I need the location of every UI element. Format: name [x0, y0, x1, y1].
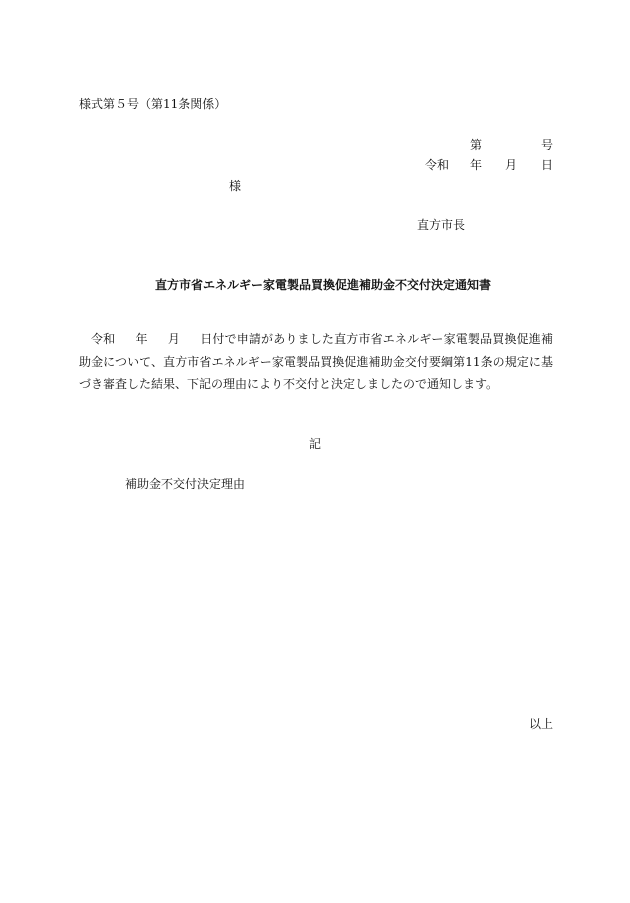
document-number-dai: 第 [470, 138, 483, 152]
date-era: 令和 [425, 158, 450, 172]
body-era: 令和 [91, 332, 116, 346]
date-month: 月 [505, 158, 518, 172]
sender-name: 直方市長 [417, 218, 466, 232]
body-month: 月 [167, 332, 181, 346]
recipient-sama: 様 [229, 179, 242, 193]
document-title: 直方市省エネルギー家電製品買換促進補助金不交付決定通知書 [155, 278, 492, 292]
ki-heading: 記 [309, 437, 322, 451]
form-number-label: 様式第５号（第11条関係） [79, 97, 227, 111]
body-paragraph [79, 328, 553, 396]
body-text: 日付で申請がありました直方市省エネルギー家電製品買換促進補助金について、直方市省エネルギー家電製品買換促進補助金交付要綱第11条の規定に基づき審査した結果、下記の理由により不交付と決定しましたので通知します。 [79, 332, 553, 391]
document-number-go: 号 [541, 138, 554, 152]
reason-label: 補助金不交付決定理由 [125, 477, 246, 491]
date-year: 年 [470, 158, 483, 172]
date-day: 日 [541, 158, 554, 172]
body-year: 年 [135, 332, 148, 346]
closing-ijou: 以上 [529, 717, 554, 731]
